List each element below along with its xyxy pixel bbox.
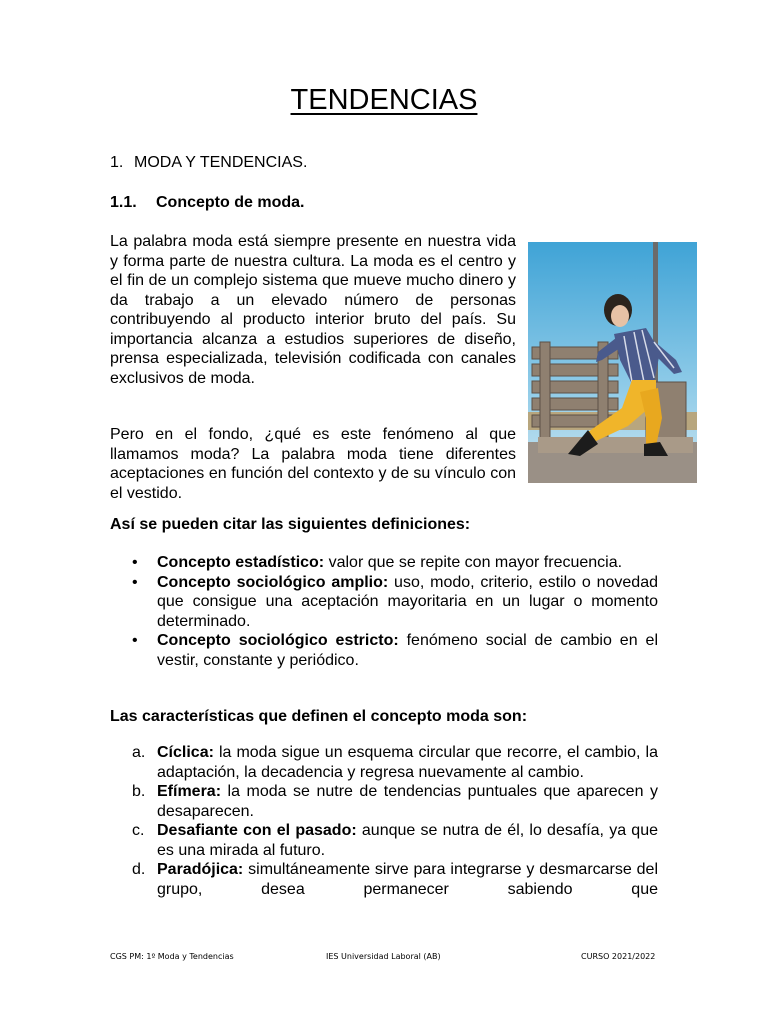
fashion-model-photo <box>528 242 697 483</box>
definition-term: Concepto estadístico: <box>157 554 325 571</box>
characteristic-text: la moda se nutre de tendencias puntuales que aparecen y desaparecen. <box>157 783 658 820</box>
list-item <box>110 860 658 899</box>
list-item <box>110 821 658 860</box>
characteristic-text: simultáneamente sirve para integrarse y desmarcarse del grupo, desea permanecer sabiendo que <box>157 861 658 898</box>
list-item <box>110 553 658 573</box>
characteristic-term: Efímera: <box>157 783 222 800</box>
footer-right: CURSO 2021/2022 <box>581 952 656 961</box>
footer-center: IES Universidad Laboral (AB) <box>326 952 441 961</box>
subsection-label: Concepto de moda. <box>156 194 305 211</box>
definitions-heading: Así se pueden citar las siguientes definiciones: <box>110 516 471 533</box>
characteristic-term: Cíclica: <box>157 744 214 761</box>
bullet-icon: • <box>132 554 138 571</box>
definition-text: uso, modo, criterio, estilo o novedad que consigue una aceptación mayoritaria en un lugar o momento determinado. <box>157 573 658 630</box>
subsection-number: 1.1. <box>110 194 137 211</box>
list-item <box>110 782 658 821</box>
characteristics-list <box>110 743 658 899</box>
characteristics-heading: Las características que definen el concepto moda son: <box>110 708 528 725</box>
characteristic-text: aunque se nutra de él, lo desafía, ya que es una mirada al futuro. <box>157 822 659 859</box>
characteristic-text: la moda sigue un esquema circular que recorre, el cambio, la adaptación, la decadencia y regresa nuevamente al cambio. <box>157 744 658 781</box>
list-marker: b. <box>132 783 146 800</box>
section-label: MODA Y TENDENCIAS. <box>134 154 308 171</box>
page-title: TENDENCIAS <box>290 84 478 116</box>
intro-paragraph: La palabra moda está siempre presente en nuestra vida y forma parte de nuestra cultura. La moda es el centro y el fin de un complejo sistema que mueve mucho dinero y da trabajo a un elevado número de personas contribuyendo al producto interior bruto del país. Su importancia alcanza a estudios superiores de diseño, prensa especializada, televisión codificada con canales exclusivos de moda. <box>110 233 516 387</box>
question-paragraph: Pero en el fondo, ¿qué es este fenómeno al que llamamos moda? La palabra moda tiene diferentes aceptaciones en función del contexto y de su vínculo con el vestido. <box>110 426 516 502</box>
bullet-icon: • <box>132 573 138 591</box>
section-number: 1. <box>110 154 124 171</box>
section-heading-1 <box>110 154 307 172</box>
definition-term: Concepto sociológico estricto: <box>157 632 399 649</box>
bullet-icon: • <box>132 632 138 649</box>
definition-text: valor que se repite con mayor frecuencia. <box>324 554 623 571</box>
list-item <box>110 743 658 782</box>
list-marker: a. <box>132 744 146 761</box>
list-item <box>110 631 658 670</box>
definitions-list <box>110 553 658 670</box>
characteristic-term: Desafiante con el pasado: <box>157 822 357 839</box>
footer-left: CGS PM: 1º Moda y Tendencias <box>110 952 234 961</box>
list-marker: d. <box>132 861 146 878</box>
list-item <box>110 573 658 632</box>
list-marker: c. <box>132 822 145 839</box>
fashion-model-icon <box>528 242 697 483</box>
definition-term: Concepto sociológico amplio: <box>157 573 389 591</box>
characteristic-term: Paradójica: <box>157 861 244 878</box>
subsection-heading-1-1 <box>110 194 304 212</box>
definition-text: fenómeno social de cambio en el vestir, constante y periódico. <box>157 632 658 669</box>
